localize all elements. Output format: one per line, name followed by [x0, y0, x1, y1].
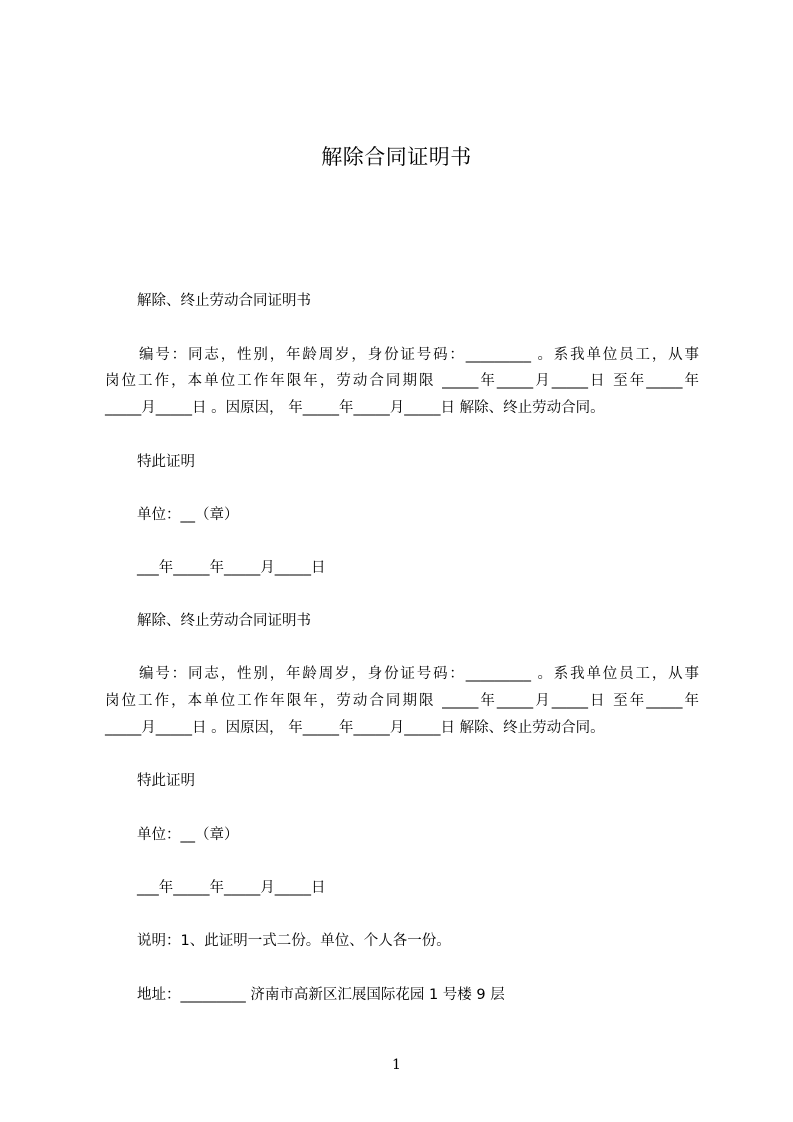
- paragraph-line: _____月_____日 。因原因， 年_____年_____月_____日 解除、终止劳动合同。: [105, 720, 605, 736]
- note-text: 说明：1、此证明一式二份。单位、个人各一份。: [137, 933, 451, 949]
- certify-text: 特此证明: [137, 773, 195, 789]
- paragraph-line: 岗位工作，本单位工作年限年，劳动合同期限 _____年_____月_____日 至年_____年: [105, 693, 699, 709]
- address-text: 地址：_________ 济南市高新区汇展国际花园 1 号楼 9 层: [137, 987, 505, 1003]
- date-line: ___年_____年_____月_____日: [137, 560, 326, 576]
- document-title: 解除合同证明书: [321, 145, 472, 169]
- certify-text: 特此证明: [137, 454, 195, 470]
- unit-seal-line: 单位：__（章）: [137, 507, 239, 523]
- section-heading: 解除、终止劳动合同证明书: [137, 613, 311, 629]
- date-line: ___年_____年_____月_____日: [137, 880, 326, 896]
- paragraph-line: _____月_____日 。因原因， 年_____年_____月_____日 解除、终止劳动合同。: [105, 400, 605, 416]
- unit-seal-line: 单位：__（章）: [137, 827, 239, 843]
- paragraph-line: 编号：同志，性别，年龄周岁，身份证号码：_________ 。系我单位员工，从事: [139, 347, 699, 363]
- page-number: 1: [392, 1057, 401, 1073]
- paragraph-line: 编号：同志，性别，年龄周岁，身份证号码：_________ 。系我单位员工，从事: [139, 666, 699, 682]
- section-heading: 解除、终止劳动合同证明书: [137, 293, 311, 309]
- paragraph-line: 岗位工作，本单位工作年限年，劳动合同期限 _____年_____月_____日 至年_____年: [105, 373, 699, 389]
